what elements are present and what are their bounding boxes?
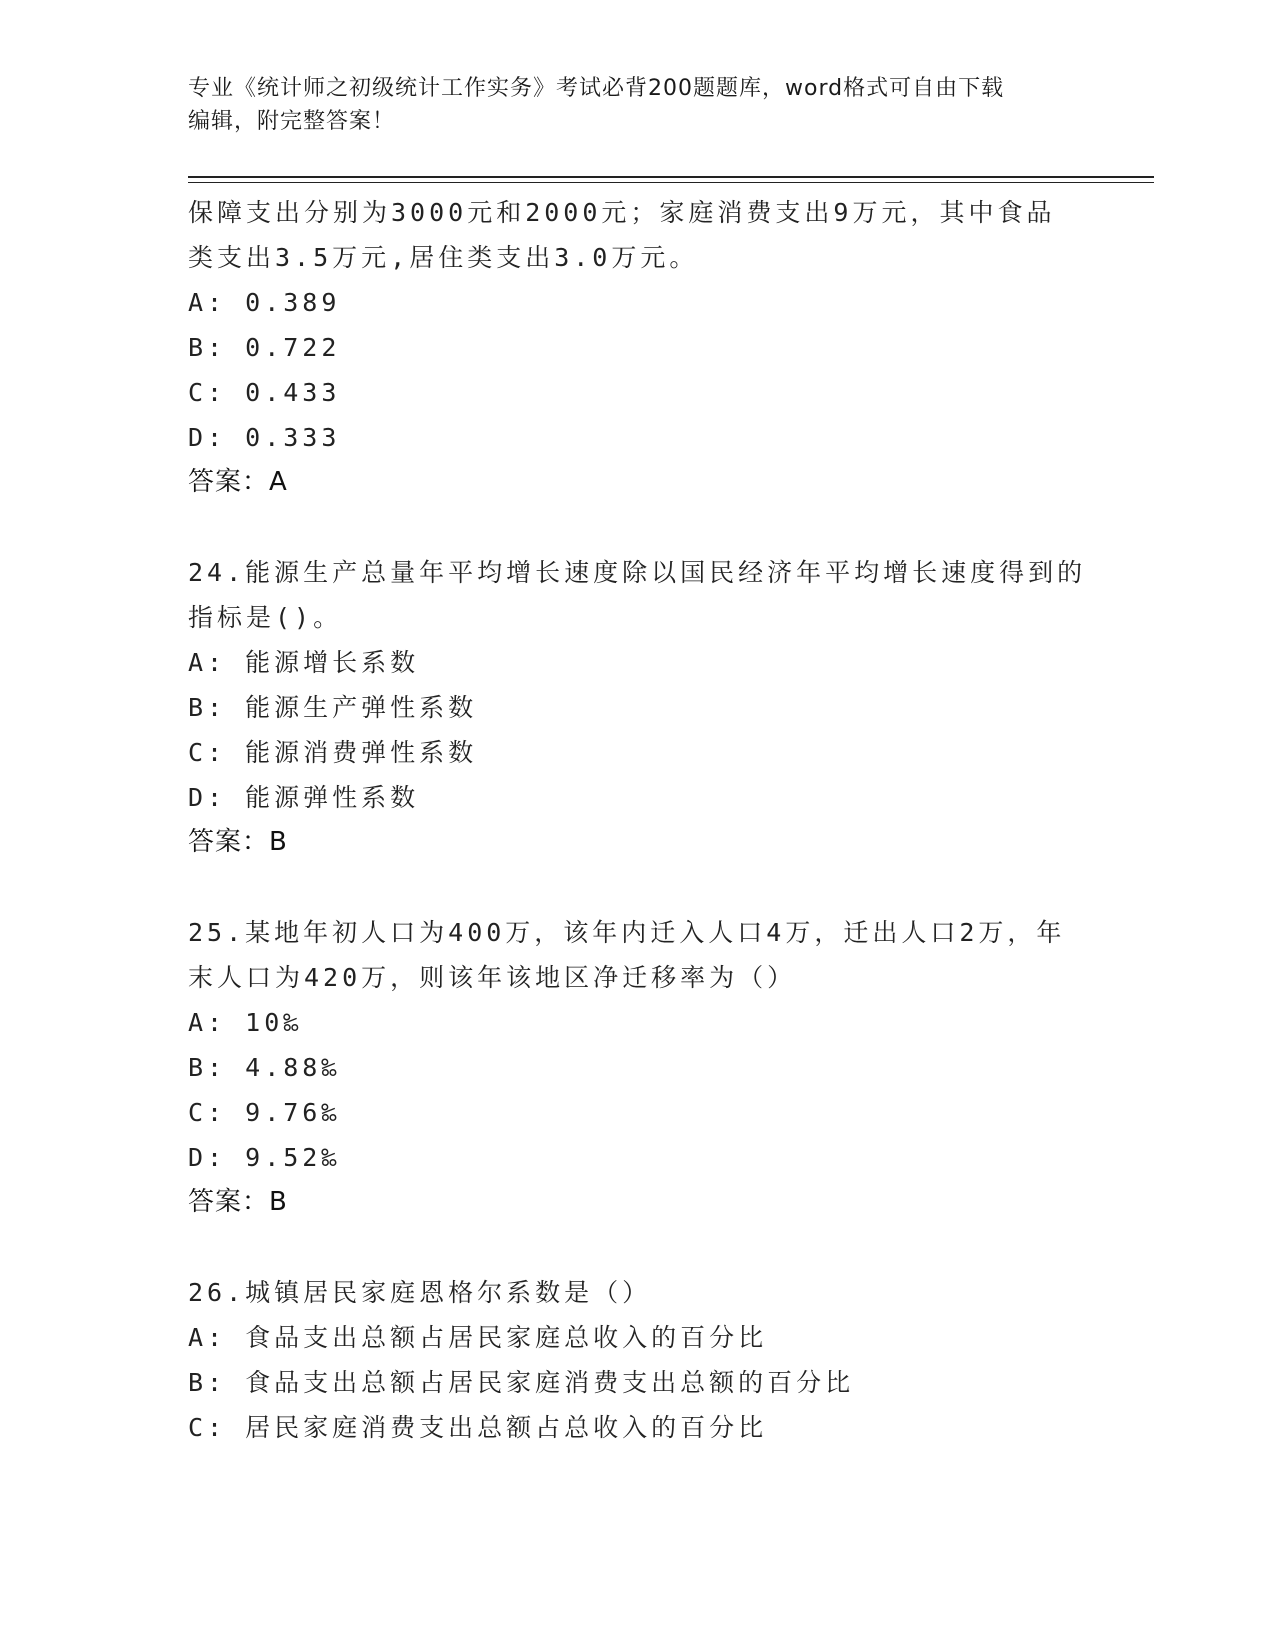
option-a: A: 10‰ — [188, 1008, 303, 1037]
header-title-line2: 编辑，附完整答案！ — [188, 109, 396, 134]
option-a: A: 能源增长系数 — [188, 648, 420, 677]
option-c: C: 0.433 — [188, 378, 341, 407]
header-title-line1: 专业《统计师之初级统计工作实务》考试必背200题题库，word格式可自由下载 — [188, 76, 1005, 101]
answer-label: 答案：B — [188, 1187, 288, 1217]
question-stem: 24.能源生产总量年平均增长速度除以国民经济年平均增长速度得到的 — [188, 558, 1087, 587]
option-b: B: 食品支出总额占居民家庭消费支出总额的百分比 — [188, 1368, 855, 1397]
question-26 — [188, 1270, 1108, 1450]
question-stem: 指标是()。 — [188, 603, 343, 632]
option-a: A: 食品支出总额占居民家庭总收入的百分比 — [188, 1323, 768, 1352]
question-stem: 保障支出分别为3000元和2000元；家庭消费支出9万元，其中食品 — [188, 198, 1056, 227]
question-stem: 类支出3.5万元,居住类支出3.0万元。 — [188, 243, 699, 272]
option-d: D: 0.333 — [188, 423, 341, 452]
option-a: A: 0.389 — [188, 288, 341, 317]
answer-label: 答案：B — [188, 827, 288, 857]
header-divider — [188, 176, 1154, 178]
spacer — [188, 1225, 1108, 1270]
option-d: D: 能源弹性系数 — [188, 783, 420, 812]
question-23 — [188, 190, 1108, 505]
question-24 — [188, 550, 1108, 865]
document-body — [188, 190, 1108, 1450]
question-stem: 25.某地年初人口为400万，该年内迁入人口4万，迁出人口2万，年 — [188, 918, 1066, 947]
spacer — [188, 505, 1108, 550]
answer-label: 答案：A — [188, 467, 288, 497]
option-b: B: 4.88‰ — [188, 1053, 341, 1082]
document-header — [188, 72, 1088, 138]
option-b: B: 能源生产弹性系数 — [188, 693, 478, 722]
question-stem: 末人口为420万，则该年该地区净迁移率为（） — [188, 963, 797, 992]
option-c: C: 居民家庭消费支出总额占总收入的百分比 — [188, 1413, 768, 1442]
option-c: C: 9.76‰ — [188, 1098, 341, 1127]
header-divider-thin — [188, 182, 1154, 183]
option-c: C: 能源消费弹性系数 — [188, 738, 478, 767]
question-25 — [188, 910, 1108, 1225]
option-d: D: 9.52‰ — [188, 1143, 341, 1172]
question-stem: 26.城镇居民家庭恩格尔系数是（） — [188, 1278, 652, 1307]
option-b: B: 0.722 — [188, 333, 341, 362]
spacer — [188, 865, 1108, 910]
